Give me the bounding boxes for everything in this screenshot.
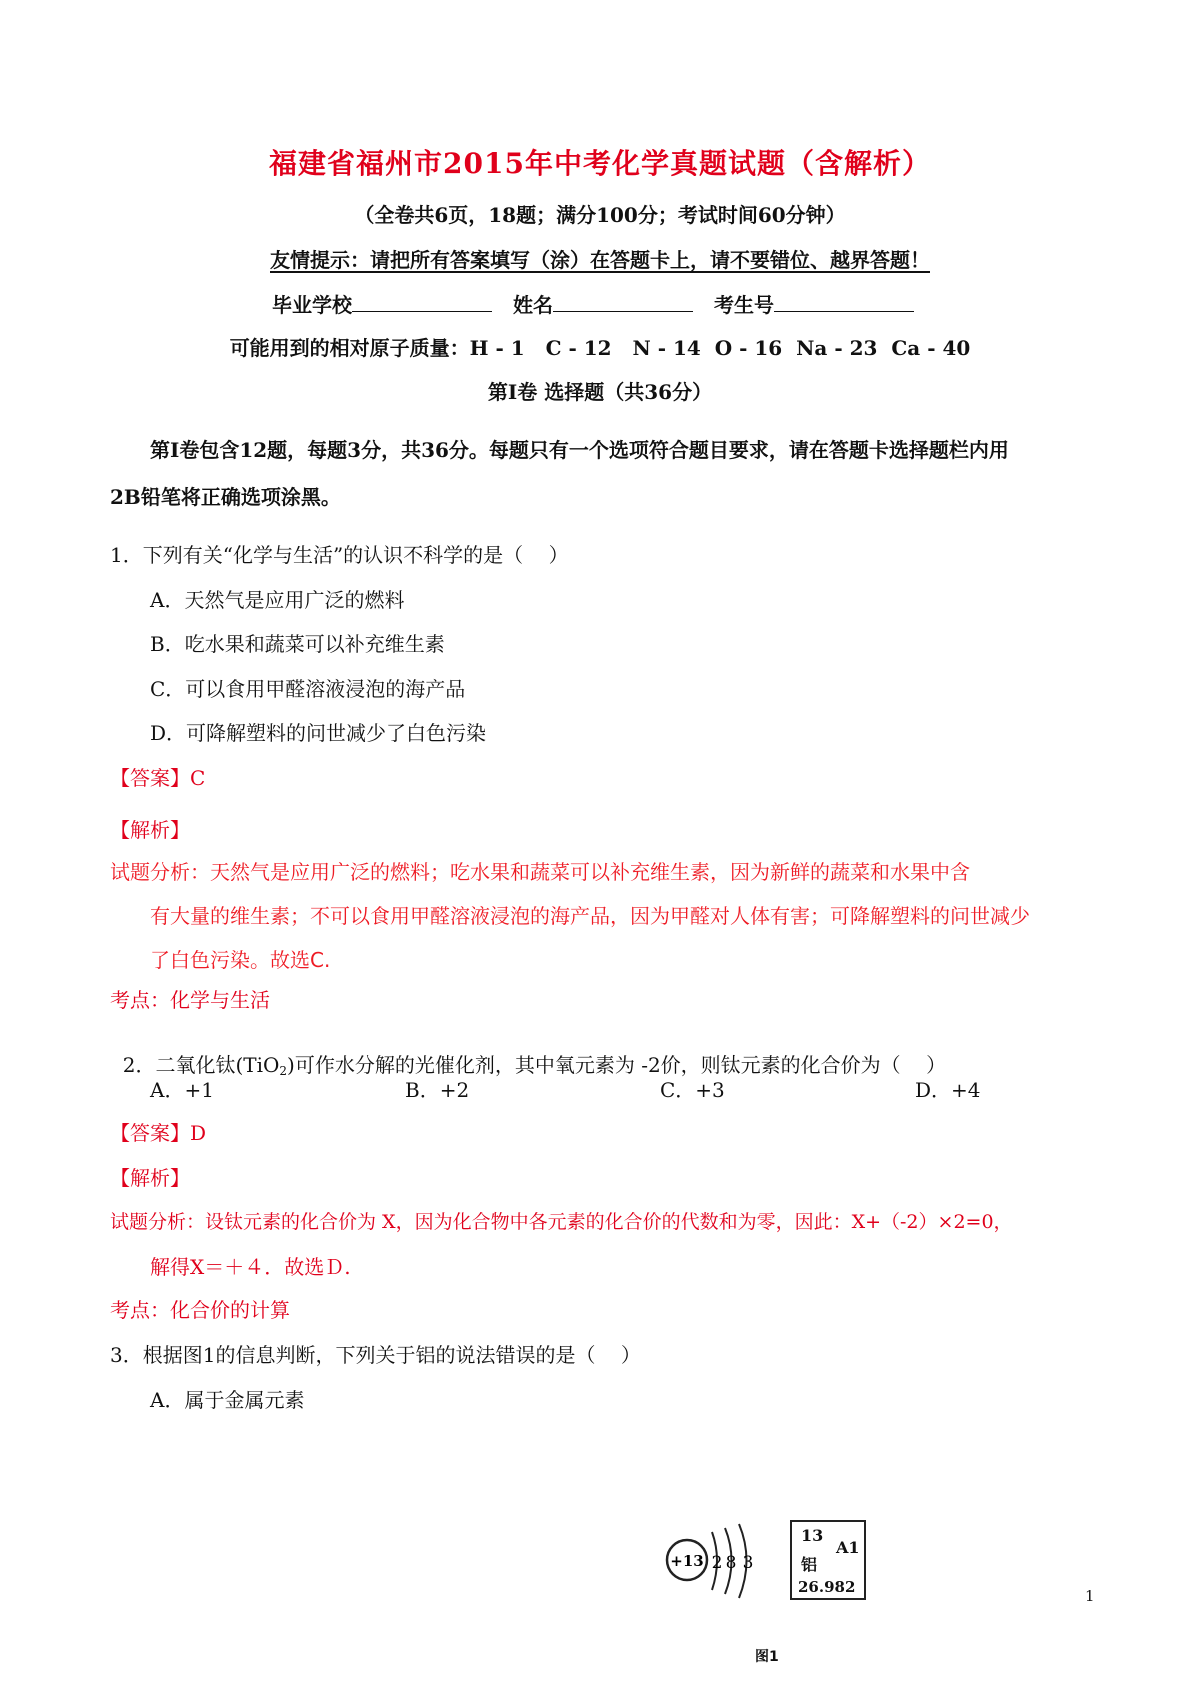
q3-stem: 3．根据图1的信息判断，下列关于铝的说法错误的是（ ）	[110, 1343, 641, 1367]
school-blank	[352, 293, 492, 312]
q1-answer	[110, 768, 205, 788]
page-number: 1	[1085, 1587, 1095, 1605]
q1-option-d: D．可降解塑料的问世减少了白色污染	[150, 721, 487, 745]
page-title: 福建省福州市2015年中考化学真题试题（含解析）	[269, 147, 931, 180]
q2-option-c: C．+3	[660, 1078, 725, 1102]
q1-analysis-line-2: 有大量的维生素；不可以食用甲醛溶液浸泡的海产品，因为甲醛对人体有害；可降解塑料的问世减少	[150, 904, 1030, 928]
shell-electrons-3: 3	[742, 1553, 754, 1573]
atomic-masses: 可能用到的相对原子质量：H - 1 C - 12 N - 14 O - 16 Na - 23 Ca - 40	[229, 336, 971, 360]
q1-option-b: B．吃水果和蔬菜可以补充维生素	[150, 632, 445, 656]
q1-topic: 考点：化学与生活	[110, 988, 270, 1012]
shell-electrons-2: 8	[725, 1553, 737, 1573]
q1-option-a: A．天然气是应用广泛的燃料	[150, 588, 405, 612]
q2-stem-pre: 2．二氧化钛(TiO	[122, 1053, 280, 1077]
q3-option-a: A．属于金属元素	[150, 1388, 305, 1412]
q2-topic: 考点：化合价的计算	[110, 1298, 290, 1322]
q2-option-b: B．+2	[405, 1078, 470, 1102]
atomic-number: 13	[801, 1526, 824, 1545]
figure-caption: 图1	[755, 1649, 779, 1665]
q2-analysis-line-2: 解得X＝＋４．故选Ｄ.	[150, 1255, 351, 1279]
number-label: 考生号	[713, 293, 774, 317]
shell-electrons-1: 2	[711, 1553, 723, 1573]
friendly-tip: 友情提示：请把所有答案填写（涂）在答题卡上，请不要错位、越界答题！	[270, 248, 930, 272]
q1-answer-value: C	[190, 766, 206, 790]
q2-option-a: A．+1	[150, 1078, 214, 1102]
school-label: 毕业学校	[272, 293, 353, 317]
name-blank	[553, 293, 693, 312]
q1-analysis-line-1: 试题分析：天然气是应用广泛的燃料；吃水果和蔬菜可以补充维生素，因为新鲜的蔬菜和水果中含	[110, 860, 970, 884]
element-card	[790, 1520, 866, 1600]
q1-analysis-line-3: 了白色污染。故选C.	[150, 948, 331, 972]
q1-stem: 1．下列有关“化学与生活”的认识不科学的是（ ）	[110, 543, 569, 567]
q2-option-d: D．+4	[915, 1078, 981, 1102]
q2-stem	[110, 1035, 946, 1077]
name-label: 姓名	[513, 293, 553, 317]
q2-stem-post: )可作水分解的光催化剂，其中氧元素为 -2价，则钛元素的化合价为（ ）	[287, 1053, 947, 1077]
q2-analysis-line-1: 试题分析：设钛元素的化合价为 X，因为化合物中各元素的化合价的代数和为零，因此：X+（-2）×2=0，	[110, 1211, 1013, 1233]
nucleus-charge: +13	[670, 1552, 704, 1570]
atomic-mass: 26.982	[798, 1578, 856, 1596]
q1-option-c: C．可以食用甲醛溶液浸泡的海产品	[150, 677, 466, 701]
section-heading: 第Ⅰ卷 选择题（共36分）	[487, 380, 713, 404]
number-blank	[774, 293, 914, 312]
element-symbol: A1	[836, 1538, 860, 1557]
q1-answer-label: 【答案】	[110, 766, 190, 790]
q2-stem-subscript: 2	[279, 1064, 288, 1078]
element-name: 铝	[801, 1555, 818, 1574]
exam-info: （全卷共6页，18题；满分100分；考试时间60分钟）	[354, 203, 846, 227]
student-fields	[0, 293, 1200, 315]
atom-structure-diagram	[660, 1520, 780, 1602]
instruction-line-1: 第Ⅰ卷包含12题，每题3分，共36分。每题只有一个选项符合题目要求，请在答题卡选择题栏内用	[150, 438, 1009, 462]
q2-answer	[110, 1123, 206, 1143]
q1-analysis-label: 【解析】	[110, 818, 190, 842]
instruction-line-2: 2B铅笔将正确选项涂黑。	[110, 485, 341, 509]
q2-answer-label: 【答案】	[110, 1121, 190, 1145]
q2-analysis-label: 【解析】	[110, 1166, 190, 1190]
q2-answer-value: D	[190, 1121, 207, 1145]
